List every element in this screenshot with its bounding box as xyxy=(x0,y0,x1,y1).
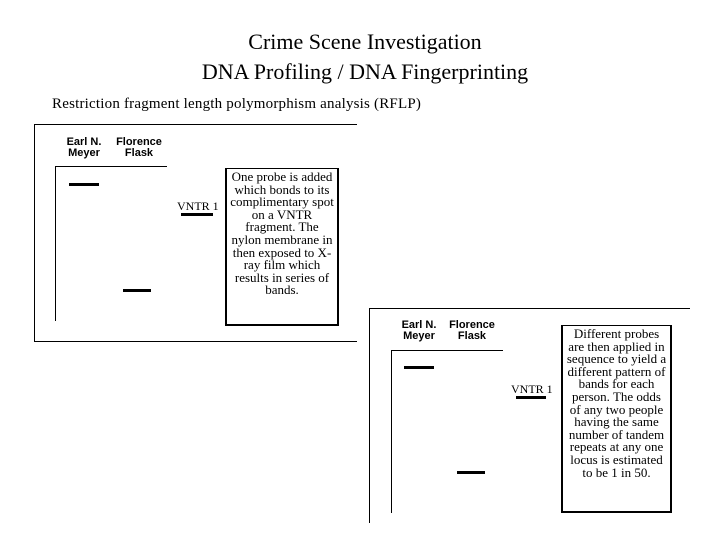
column-label-line: Flask xyxy=(457,330,487,342)
vntr-label: VNTR 1 xyxy=(511,382,553,396)
column-label-earl-meyer xyxy=(61,137,107,159)
vntr-marker-band xyxy=(516,396,546,399)
gel-left-edge xyxy=(55,166,56,321)
slide-title-line-1: Crime Scene Investigation xyxy=(248,29,482,54)
dna-band xyxy=(404,366,434,369)
gel-left-edge xyxy=(391,350,392,513)
vntr-label: VNTR 1 xyxy=(177,199,219,213)
vntr-marker-band xyxy=(181,213,213,216)
slide-title-line-2: DNA Profiling / DNA Fingerprinting xyxy=(201,59,529,84)
column-label-line: Florence xyxy=(449,319,495,331)
dna-band xyxy=(457,471,485,474)
dna-band xyxy=(123,289,151,292)
rflp-panel-2 xyxy=(369,308,690,523)
gel-top-edge xyxy=(391,350,503,351)
column-label-florence-flask xyxy=(446,320,498,342)
column-label-earl-meyer xyxy=(396,320,442,342)
column-label-line: Meyer xyxy=(403,330,435,342)
slide-subtitle: Restriction fragment length polymorphism analysis (RFLP) xyxy=(52,96,422,112)
column-label-line: Meyer xyxy=(68,147,100,159)
column-label-line: Earl N. xyxy=(401,319,437,331)
column-label-line: Flask xyxy=(124,147,154,159)
column-label-line: Earl N. xyxy=(66,136,102,148)
explanation-note: Different probes are then applied in sequence to yield a different pattern of bands for each person. The odds of any two people having the same number of tandem repeats at any one locus is estimated to be 1 in 50. xyxy=(561,325,672,513)
column-label-florence-flask xyxy=(113,137,165,159)
gel-top-edge xyxy=(55,166,167,167)
rflp-panel-1 xyxy=(34,124,357,342)
explanation-note: One probe is added which bonds to its complimentary spot on a VNTR fragment. The nylon membrane in then exposed to X-ray film which results in series of bands. xyxy=(225,168,339,326)
column-label-line: Florence xyxy=(116,136,162,148)
dna-band xyxy=(69,183,99,186)
